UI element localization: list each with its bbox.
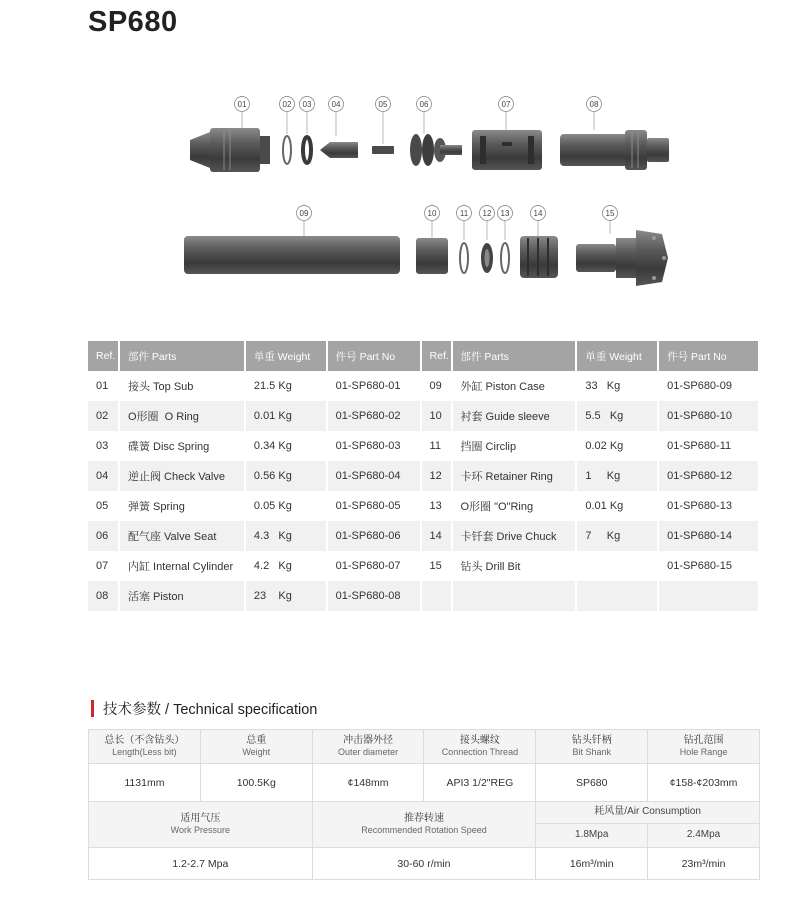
cell-part-no-2: 01-SP680-14 [658,521,759,551]
callout-circles-row-2 [297,206,618,221]
spec-header-connection-thread: 接头螺纹 Connection Thread [424,730,536,764]
table-row [88,551,759,581]
cell-part: 逆止阀 Check Valve [119,461,245,491]
col-header-parts-2: 部件 Parts [452,341,577,371]
part-03-disc-spring-image [303,137,311,163]
col-header-parts: 部件 Parts [119,341,245,371]
cell-weight: 4.3 Kg [245,521,327,551]
spec-value-air-consumption-1: 16m³/min [536,848,648,880]
spec-header-length: 总长（不含钻头） Length(Less bit) [89,730,201,764]
spec-value-row-2 [89,848,760,880]
cell-part-no-2: 01-SP680-11 [658,431,759,461]
callout-12: 12 [482,209,492,218]
cell-part: 接头 Top Sub [119,371,245,401]
table-row [88,431,759,461]
callout-01: 01 [237,100,247,109]
table-row [88,461,759,491]
cell-part-no: 01-SP680-02 [327,401,421,431]
cell-part: 活塞 Piston [119,581,245,611]
cell-ref: 05 [88,491,119,521]
callout-13: 13 [500,209,510,218]
spec-header-row-1 [89,730,760,764]
cell-part: 弹簧 Spring [119,491,245,521]
spec-value-rotation-speed: 30-60 r/min [312,848,536,880]
part-10-guide-sleeve-image [416,238,448,274]
part-12-retainer-ring-image [481,243,493,273]
exploded-parts-diagram [180,72,720,332]
cell-part-no: 01-SP680-06 [327,521,421,551]
cell-part: 碟簧 Disc Spring [119,431,245,461]
cell-weight: 21.5 Kg [245,371,327,401]
cell-part-no-2: 01-SP680-12 [658,461,759,491]
spec-header-air-consumption: 耗风量/Air Consumption [536,802,760,824]
col-header-ref-2: Ref. [421,341,452,371]
cell-part: O形圈 O Ring [119,401,245,431]
callout-05: 05 [378,100,388,109]
cell-ref: 04 [88,461,119,491]
table-row [88,521,759,551]
cell-weight-2: 0.01 Kg [576,491,658,521]
cell-part-2 [452,581,577,611]
cell-ref: 02 [88,401,119,431]
cell-ref: 03 [88,431,119,461]
spec-header-work-pressure: 适用气压 Work Pressure [89,802,313,848]
cell-ref-2 [421,581,452,611]
spec-value-outer-diameter: ¢148mm [312,764,424,802]
col-header-part-no: 件号 Part No [327,341,421,371]
cell-part: 配气座 Valve Seat [119,521,245,551]
spec-value-row-1 [89,764,760,802]
spec-heading [91,698,317,719]
cell-ref-2: 14 [421,521,452,551]
cell-weight: 23 Kg [245,581,327,611]
table-row [88,401,759,431]
cell-weight-2: 5.5 Kg [576,401,658,431]
spec-value-length: 1131mm [89,764,201,802]
spec-heading-text: 技术参数 / Technical specification [103,702,318,718]
cell-ref: 07 [88,551,119,581]
col-header-part-no-2: 件号 Part No [658,341,759,371]
cell-ref-2: 15 [421,551,452,581]
cell-part-2: 挡圈 Circlip [452,431,577,461]
spec-header-bit-shank: 钻头钎柄 Bit Shank [536,730,648,764]
page-title: SP680 [88,6,178,38]
spec-header-air-pressure-1: 1.8Mpa [536,824,648,848]
cell-weight-2: 33 Kg [576,371,658,401]
cell-part-no-2: 01-SP680-10 [658,401,759,431]
part-04-check-valve-image [320,142,358,158]
callout-10: 10 [427,209,437,218]
cell-part-no: 01-SP680-07 [327,551,421,581]
cell-weight-2: 7 Kg [576,521,658,551]
table-row [88,371,759,401]
cell-weight-2 [576,551,658,581]
callout-06: 06 [419,100,429,109]
cell-ref-2: 13 [421,491,452,521]
cell-part-2: 卡钎套 Drive Chuck [452,521,577,551]
parts-table-header-row [88,341,759,371]
spec-value-work-pressure: 1.2-2.7 Mpa [89,848,313,880]
cell-ref-2: 09 [421,371,452,401]
spec-value-weight: 100.5Kg [200,764,312,802]
cell-part-no: 01-SP680-08 [327,581,421,611]
cell-weight: 0.56 Kg [245,461,327,491]
part-06-valve-seat-image [410,134,462,166]
callout-07: 07 [501,100,511,109]
callout-09: 09 [299,209,309,218]
heading-accent-bar [91,700,94,717]
part-09-piston-case-image [184,236,400,274]
part-01-top-sub-image [190,128,270,172]
table-row [88,581,759,611]
callout-14: 14 [533,209,543,218]
cell-ref-2: 11 [421,431,452,461]
spec-header-weight: 总重 Weight [200,730,312,764]
callout-15: 15 [605,209,615,218]
callout-04: 04 [331,100,341,109]
spec-header-row-2 [89,802,760,824]
parts-table [88,341,760,611]
cell-part-no: 01-SP680-04 [327,461,421,491]
cell-weight: 0.34 Kg [245,431,327,461]
cell-part: 内缸 Internal Cylinder [119,551,245,581]
table-row [88,491,759,521]
cell-weight: 0.01 Kg [245,401,327,431]
part-11-circlip-image [460,243,468,273]
part-13-o-ring-image [501,243,509,273]
cell-part-no-2: 01-SP680-15 [658,551,759,581]
cell-part-no: 01-SP680-01 [327,371,421,401]
col-header-ref: Ref. [88,341,119,371]
callout-11: 11 [459,209,469,218]
callout-02: 02 [282,100,292,109]
cell-ref-2: 10 [421,401,452,431]
cell-part-no-2: 01-SP680-13 [658,491,759,521]
cell-ref-2: 12 [421,461,452,491]
cell-part-2: 衬套 Guide sleeve [452,401,577,431]
cell-ref: 06 [88,521,119,551]
cell-ref: 01 [88,371,119,401]
cell-part-2: O形圈 "O"Ring [452,491,577,521]
cell-ref: 08 [88,581,119,611]
part-14-drive-chuck-image [520,236,558,278]
part-08-piston-image [560,130,669,170]
cell-weight-2 [576,581,658,611]
col-header-weight: 单重 Weight [245,341,327,371]
cell-part-2: 卡环 Retainer Ring [452,461,577,491]
cell-part-2: 外缸 Piston Case [452,371,577,401]
spec-header-air-pressure-2: 2.4Mpa [648,824,760,848]
spec-header-rotation-speed: 推荐转速 Recommended Rotation Speed [312,802,536,848]
callout-08: 08 [589,100,599,109]
cell-part-no: 01-SP680-03 [327,431,421,461]
part-07-internal-cylinder-image [472,130,542,170]
part-15-drill-bit-image [576,230,668,286]
cell-weight: 0.05 Kg [245,491,327,521]
spec-header-outer-diameter: 冲击器外径 Outer diameter [312,730,424,764]
cell-part-no-2: 01-SP680-09 [658,371,759,401]
cell-part-no: 01-SP680-05 [327,491,421,521]
spec-header-hole-range: 钻孔范围 Hole Range [648,730,760,764]
cell-weight-2: 0.02 Kg [576,431,658,461]
callout-03: 03 [302,100,312,109]
part-05-spring-image [372,146,394,154]
col-header-weight-2: 单重 Weight [576,341,658,371]
cell-weight: 4.2 Kg [245,551,327,581]
spec-value-bit-shank: SP680 [536,764,648,802]
cell-weight-2: 1 Kg [576,461,658,491]
cell-part-2: 钻头 Drill Bit [452,551,577,581]
spec-value-connection-thread: API3 1/2"REG [424,764,536,802]
spec-value-air-consumption-2: 23m³/min [648,848,760,880]
spec-table [88,729,760,880]
spec-value-hole-range: ¢158-¢203mm [648,764,760,802]
cell-part-no-2 [658,581,759,611]
part-02-o-ring-image [283,136,291,164]
